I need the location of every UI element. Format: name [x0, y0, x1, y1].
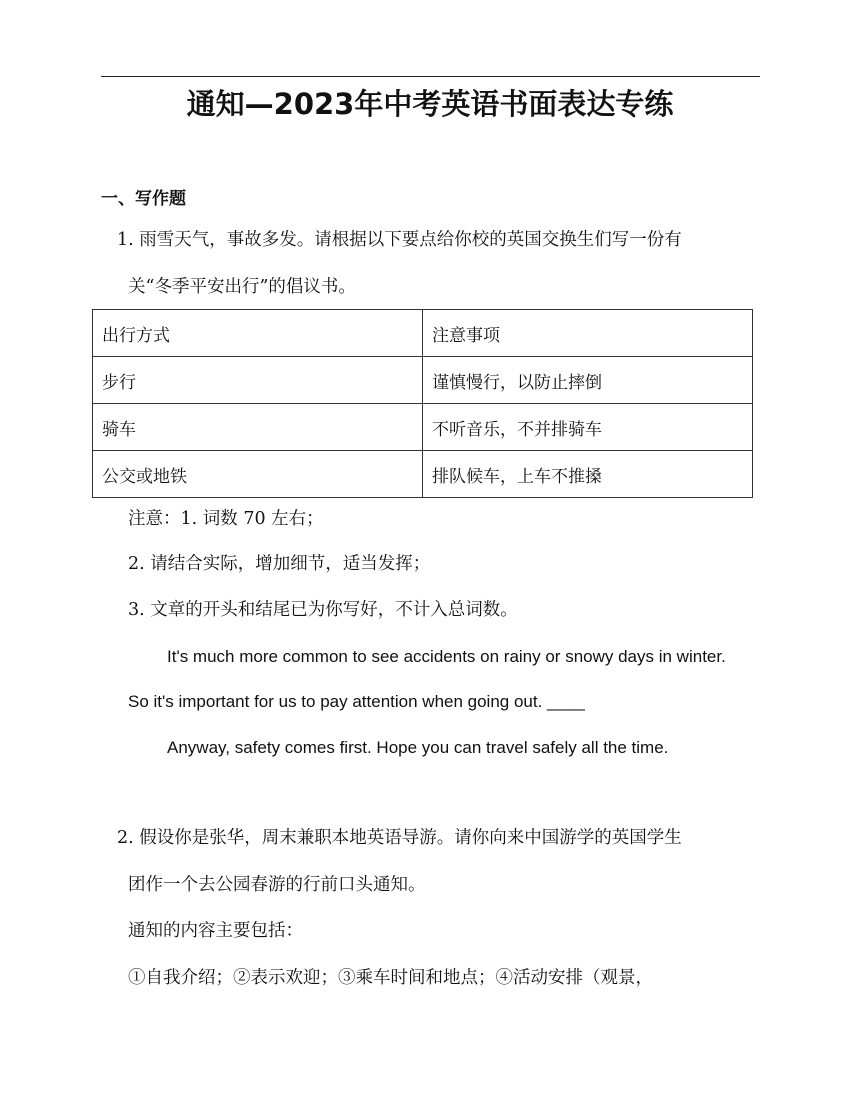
table-cell: 步行 [93, 357, 423, 404]
q1-note3: 3. 文章的开头和结尾已为你写好，不计入总词数。 [128, 600, 518, 620]
q1-prompt-line1: 1. 雨雪天气，事故多发。请根据以下要点给你校的英国交换生们写一份有 [117, 230, 682, 250]
q2-prompt-line4: ①自我介绍；②表示欢迎；③乘车时间和地点；④活动安排（观景， [128, 968, 653, 988]
table-row [93, 451, 753, 498]
q1-closing-line: Anyway, safety comes first. Hope you can travel safely all the time. [167, 738, 669, 757]
table-row [93, 404, 753, 451]
table-cell: 不听音乐，不并排骑车 [423, 404, 753, 451]
travel-tips-table [92, 309, 753, 498]
table-header-row [93, 310, 753, 357]
section-heading: 一、写作题 [101, 189, 186, 209]
q2-prompt-line2: 团作一个去公园春游的行前口头通知。 [128, 875, 426, 895]
q1-note2: 2. 请结合实际，增加细节，适当发挥； [128, 554, 431, 574]
table-cell: 骑车 [93, 404, 423, 451]
q1-prompt-line2: 关“冬季平安出行”的倡议书。 [128, 277, 356, 297]
table-cell: 排队候车，上车不推搡 [423, 451, 753, 498]
q2-prompt-line1: 2. 假设你是张华，周末兼职本地英语导游。请你向来中国游学的英国学生 [117, 828, 682, 848]
q2-prompt-line3: 通知的内容主要包括： [128, 921, 303, 941]
q1-opening-line2: So it's important for us to pay attention when going out. ____ [128, 692, 585, 711]
table-cell: 谨慎慢行，以防止摔倒 [423, 357, 753, 404]
table-header-cell: 出行方式 [93, 310, 423, 357]
table-cell: 公交或地铁 [93, 451, 423, 498]
q1-note1: 注意：1. 词数 70 左右； [128, 509, 324, 529]
q1-opening-line1: It's much more common to see accidents on rainy or snowy days in winter. [167, 647, 726, 666]
table-header-cell: 注意事项 [423, 310, 753, 357]
header-rule [101, 76, 760, 77]
page-title: 通知—2023年中考英语书面表达专练 [186, 87, 674, 121]
table-row [93, 357, 753, 404]
